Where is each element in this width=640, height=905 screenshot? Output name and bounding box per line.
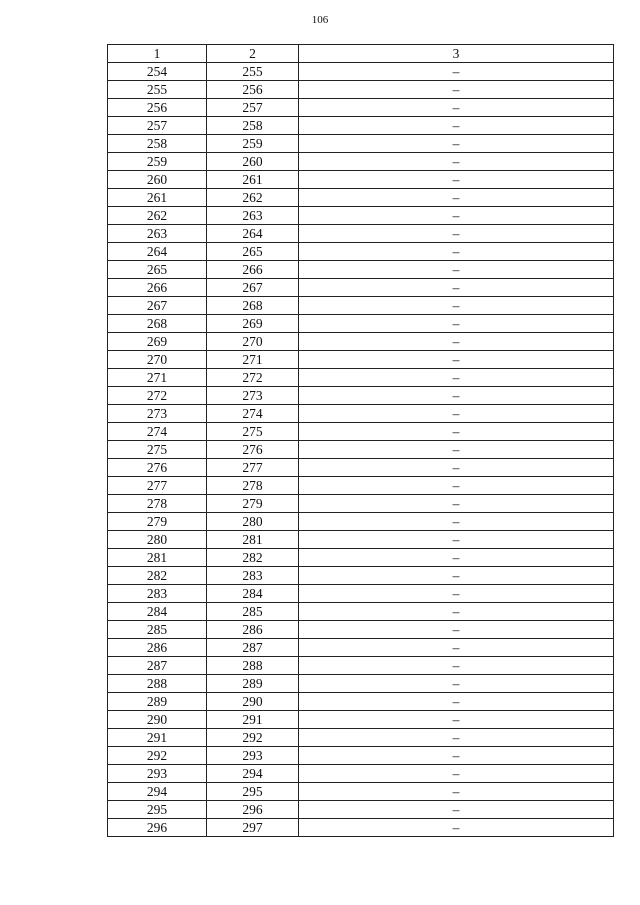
table-row bbox=[108, 261, 614, 279]
table-cell-col3: – bbox=[299, 819, 614, 837]
table-cell-col1: 258 bbox=[108, 135, 207, 153]
table-cell-col3: – bbox=[299, 495, 614, 513]
table-row bbox=[108, 63, 614, 81]
table-cell-col1: 260 bbox=[108, 171, 207, 189]
table-cell-col3: – bbox=[299, 657, 614, 675]
table-cell-col1: 257 bbox=[108, 117, 207, 135]
table-cell-col3: – bbox=[299, 153, 614, 171]
table-row bbox=[108, 81, 614, 99]
table-cell-col2: 290 bbox=[207, 693, 299, 711]
table-row bbox=[108, 639, 614, 657]
table-cell-col1: 285 bbox=[108, 621, 207, 639]
table-cell-col1: 291 bbox=[108, 729, 207, 747]
table-cell-col2: 281 bbox=[207, 531, 299, 549]
table-cell-col2: 286 bbox=[207, 621, 299, 639]
table-row bbox=[108, 603, 614, 621]
table-row bbox=[108, 729, 614, 747]
table-cell-col3: – bbox=[299, 423, 614, 441]
table-row bbox=[108, 99, 614, 117]
table-cell-col3: – bbox=[299, 765, 614, 783]
table-cell-col2: 297 bbox=[207, 819, 299, 837]
table-cell-col2: 287 bbox=[207, 639, 299, 657]
table-cell-col3: – bbox=[299, 261, 614, 279]
table-cell-col2: 279 bbox=[207, 495, 299, 513]
table-cell-col1: 293 bbox=[108, 765, 207, 783]
table-cell-col3: – bbox=[299, 477, 614, 495]
table-cell-col1: 292 bbox=[108, 747, 207, 765]
table-cell-col2: 293 bbox=[207, 747, 299, 765]
table-cell-col3: – bbox=[299, 585, 614, 603]
table-row bbox=[108, 243, 614, 261]
table-row bbox=[108, 477, 614, 495]
table-cell-col3: – bbox=[299, 135, 614, 153]
table-cell-col3: – bbox=[299, 711, 614, 729]
table-row bbox=[108, 747, 614, 765]
header-row bbox=[108, 45, 614, 63]
table-cell-col1: 295 bbox=[108, 801, 207, 819]
table-cell-col3: – bbox=[299, 225, 614, 243]
table-cell-col3: – bbox=[299, 297, 614, 315]
table-cell-col2: 295 bbox=[207, 783, 299, 801]
table-cell-col1: 266 bbox=[108, 279, 207, 297]
table-cell-col3: – bbox=[299, 567, 614, 585]
table-cell-col1: 272 bbox=[108, 387, 207, 405]
table-cell-col1: 274 bbox=[108, 423, 207, 441]
table-cell-col1: 279 bbox=[108, 513, 207, 531]
table-row bbox=[108, 549, 614, 567]
table-cell-col1: 280 bbox=[108, 531, 207, 549]
table-cell-col2: 269 bbox=[207, 315, 299, 333]
table-cell-col2: 255 bbox=[207, 63, 299, 81]
table-row bbox=[108, 711, 614, 729]
table-row bbox=[108, 693, 614, 711]
table-cell-col2: 289 bbox=[207, 675, 299, 693]
table-cell-col3: – bbox=[299, 729, 614, 747]
table-cell-col3: – bbox=[299, 333, 614, 351]
table-row bbox=[108, 783, 614, 801]
table-cell-col3: – bbox=[299, 315, 614, 333]
table-cell-col3: – bbox=[299, 603, 614, 621]
table-row bbox=[108, 189, 614, 207]
table-cell-col1: 278 bbox=[108, 495, 207, 513]
table-row bbox=[108, 369, 614, 387]
table-row bbox=[108, 765, 614, 783]
table-row bbox=[108, 441, 614, 459]
table-cell-col3: – bbox=[299, 207, 614, 225]
table-cell-col2: 256 bbox=[207, 81, 299, 99]
table-row bbox=[108, 225, 614, 243]
table-cell-col1: 281 bbox=[108, 549, 207, 567]
table-cell-col2: 285 bbox=[207, 603, 299, 621]
table-row bbox=[108, 531, 614, 549]
table-row bbox=[108, 495, 614, 513]
table-cell-col2: 258 bbox=[207, 117, 299, 135]
table-cell-col1: 267 bbox=[108, 297, 207, 315]
table-cell-col3: – bbox=[299, 675, 614, 693]
table-cell-col3: – bbox=[299, 747, 614, 765]
table-cell-col1: 287 bbox=[108, 657, 207, 675]
table-cell-col3: – bbox=[299, 531, 614, 549]
table-cell-col1: 265 bbox=[108, 261, 207, 279]
table-cell-col1: 286 bbox=[108, 639, 207, 657]
table-cell-col2: 296 bbox=[207, 801, 299, 819]
table-cell-col3: – bbox=[299, 117, 614, 135]
table-cell-col1: 289 bbox=[108, 693, 207, 711]
table-cell-col2: 273 bbox=[207, 387, 299, 405]
table-cell-col1: 283 bbox=[108, 585, 207, 603]
table-cell-col1: 268 bbox=[108, 315, 207, 333]
table-cell-col2: 260 bbox=[207, 153, 299, 171]
table-cell-col3: – bbox=[299, 693, 614, 711]
table-cell-col3: – bbox=[299, 621, 614, 639]
table-cell-col2: 282 bbox=[207, 549, 299, 567]
table-cell-col3: – bbox=[299, 171, 614, 189]
table-cell-col2: 268 bbox=[207, 297, 299, 315]
table-cell-col1: 282 bbox=[108, 567, 207, 585]
table-cell-col2: 266 bbox=[207, 261, 299, 279]
table-cell-col1: 290 bbox=[108, 711, 207, 729]
table-cell-col1: 263 bbox=[108, 225, 207, 243]
table-cell-col1: 255 bbox=[108, 81, 207, 99]
table-cell-col2: 294 bbox=[207, 765, 299, 783]
table-cell-col3: – bbox=[299, 243, 614, 261]
column-header-3: 3 bbox=[299, 45, 614, 63]
table-cell-col1: 277 bbox=[108, 477, 207, 495]
table-row bbox=[108, 171, 614, 189]
table-row bbox=[108, 153, 614, 171]
table-row bbox=[108, 405, 614, 423]
table-cell-col1: 261 bbox=[108, 189, 207, 207]
table-cell-col2: 276 bbox=[207, 441, 299, 459]
table-cell-col2: 292 bbox=[207, 729, 299, 747]
table-cell-col2: 263 bbox=[207, 207, 299, 225]
table-cell-col3: – bbox=[299, 783, 614, 801]
table-cell-col1: 276 bbox=[108, 459, 207, 477]
table-row bbox=[108, 513, 614, 531]
table-cell-col3: – bbox=[299, 405, 614, 423]
table-row bbox=[108, 423, 614, 441]
table-cell-col3: – bbox=[299, 549, 614, 567]
table-cell-col1: 284 bbox=[108, 603, 207, 621]
table-cell-col2: 291 bbox=[207, 711, 299, 729]
table-row bbox=[108, 657, 614, 675]
table-row bbox=[108, 621, 614, 639]
table-cell-col1: 275 bbox=[108, 441, 207, 459]
table-cell-col2: 271 bbox=[207, 351, 299, 369]
table-row bbox=[108, 459, 614, 477]
table-cell-col1: 273 bbox=[108, 405, 207, 423]
table-cell-col1: 296 bbox=[108, 819, 207, 837]
table-cell-col2: 259 bbox=[207, 135, 299, 153]
table-cell-col1: 256 bbox=[108, 99, 207, 117]
table-cell-col3: – bbox=[299, 459, 614, 477]
table-cell-col1: 254 bbox=[108, 63, 207, 81]
table-cell-col3: – bbox=[299, 369, 614, 387]
table-cell-col1: 270 bbox=[108, 351, 207, 369]
table-cell-col2: 261 bbox=[207, 171, 299, 189]
table-row bbox=[108, 135, 614, 153]
table-cell-col2: 278 bbox=[207, 477, 299, 495]
data-table bbox=[107, 44, 614, 837]
table-row bbox=[108, 297, 614, 315]
table-cell-col3: – bbox=[299, 63, 614, 81]
table-cell-col1: 288 bbox=[108, 675, 207, 693]
table-cell-col2: 280 bbox=[207, 513, 299, 531]
table-row bbox=[108, 801, 614, 819]
table-row bbox=[108, 351, 614, 369]
table-cell-col3: – bbox=[299, 351, 614, 369]
table-cell-col2: 274 bbox=[207, 405, 299, 423]
table-cell-col1: 262 bbox=[108, 207, 207, 225]
table-row bbox=[108, 567, 614, 585]
table-cell-col3: – bbox=[299, 387, 614, 405]
table-cell-col2: 264 bbox=[207, 225, 299, 243]
table-cell-col1: 269 bbox=[108, 333, 207, 351]
table-cell-col3: – bbox=[299, 639, 614, 657]
table-cell-col1: 264 bbox=[108, 243, 207, 261]
table-cell-col2: 267 bbox=[207, 279, 299, 297]
table-body bbox=[108, 63, 614, 837]
table-cell-col2: 284 bbox=[207, 585, 299, 603]
table-row bbox=[108, 279, 614, 297]
table-cell-col3: – bbox=[299, 189, 614, 207]
table-row bbox=[108, 207, 614, 225]
table-cell-col2: 277 bbox=[207, 459, 299, 477]
page-number: 106 bbox=[311, 14, 329, 26]
table-cell-col2: 265 bbox=[207, 243, 299, 261]
table-cell-col2: 272 bbox=[207, 369, 299, 387]
table-cell-col3: – bbox=[299, 81, 614, 99]
table-row bbox=[108, 117, 614, 135]
table-row bbox=[108, 675, 614, 693]
table-cell-col3: – bbox=[299, 279, 614, 297]
table-cell-col3: – bbox=[299, 801, 614, 819]
table-header bbox=[108, 45, 614, 63]
column-header-1: 1 bbox=[108, 45, 207, 63]
table-cell-col1: 259 bbox=[108, 153, 207, 171]
table-cell-col2: 257 bbox=[207, 99, 299, 117]
table-cell-col2: 270 bbox=[207, 333, 299, 351]
table-row bbox=[108, 333, 614, 351]
table-cell-col2: 288 bbox=[207, 657, 299, 675]
column-header-2: 2 bbox=[207, 45, 299, 63]
table-cell-col2: 283 bbox=[207, 567, 299, 585]
table-row bbox=[108, 387, 614, 405]
table-row bbox=[108, 585, 614, 603]
table-cell-col3: – bbox=[299, 513, 614, 531]
table-cell-col1: 271 bbox=[108, 369, 207, 387]
table-cell-col1: 294 bbox=[108, 783, 207, 801]
table-cell-col2: 262 bbox=[207, 189, 299, 207]
table-cell-col3: – bbox=[299, 441, 614, 459]
table-row bbox=[108, 819, 614, 837]
table-cell-col3: – bbox=[299, 99, 614, 117]
table-cell-col2: 275 bbox=[207, 423, 299, 441]
table-row bbox=[108, 315, 614, 333]
